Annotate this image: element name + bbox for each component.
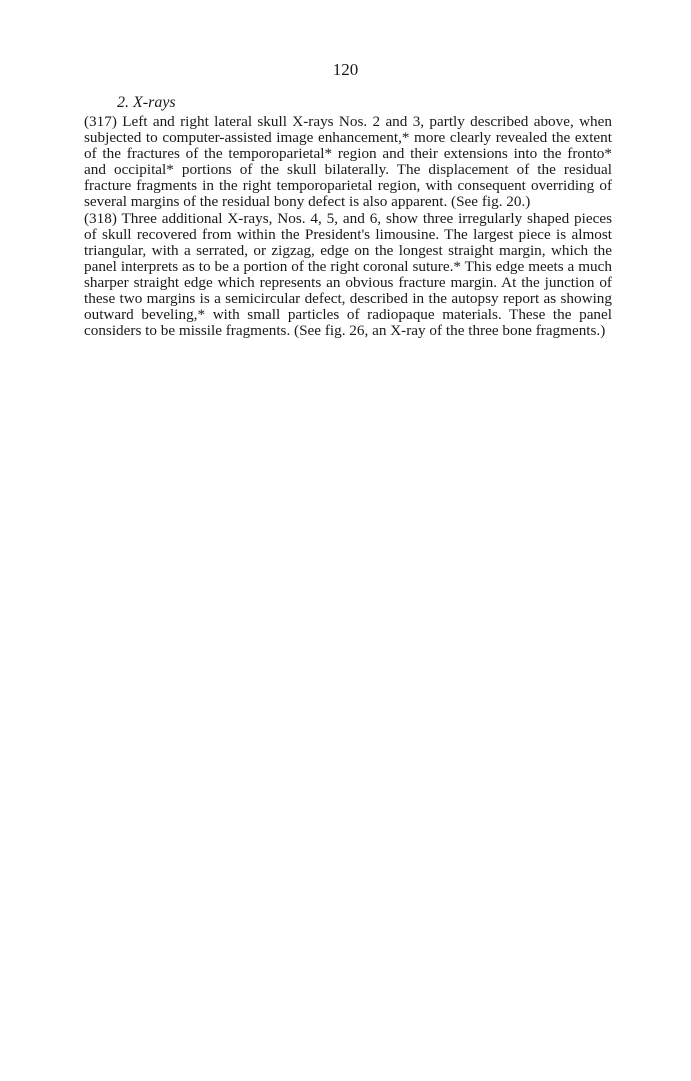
page-number: 120 [332,60,359,79]
paragraph-317: (317) Left and right lateral skull X-rays Nos. 2 and 3, partly described above, when subjected to computer-assisted image enhancement,* more clearly revealed the extent of the fractures of the temporoparietal* region and their extensions into the fronto* and occipital* portions of the skull bilaterally. The displacement of the residual fracture fragments in the right temporoparietal region, with consequent overriding of several margins of the residual bony defect is also apparent. (See fig. 20.) [84,113,612,211]
section-heading: 2. X-rays [117,94,176,111]
body-text [84,114,612,339]
paragraph-318: (318) Three additional X-rays, Nos. 4, 5, and 6, show three irregularly shaped pieces of skull recovered from within the President's limousine. The largest piece is almost triangular, with a serrated, or zigzag, edge on the longest straight margin, which the panel interprets as to be a portion of the right coronal suture.* This edge meets a much sharper straight edge which represents an obvious fracture margin. At the junction of these two margins is a semicircular defect, described in the autopsy report as showing outward beveling,* with small particles of radiopaque materials. These the panel considers to be missile fragments. (See fig. 26, an X-ray of the three bone fragments.) [84,209,612,340]
